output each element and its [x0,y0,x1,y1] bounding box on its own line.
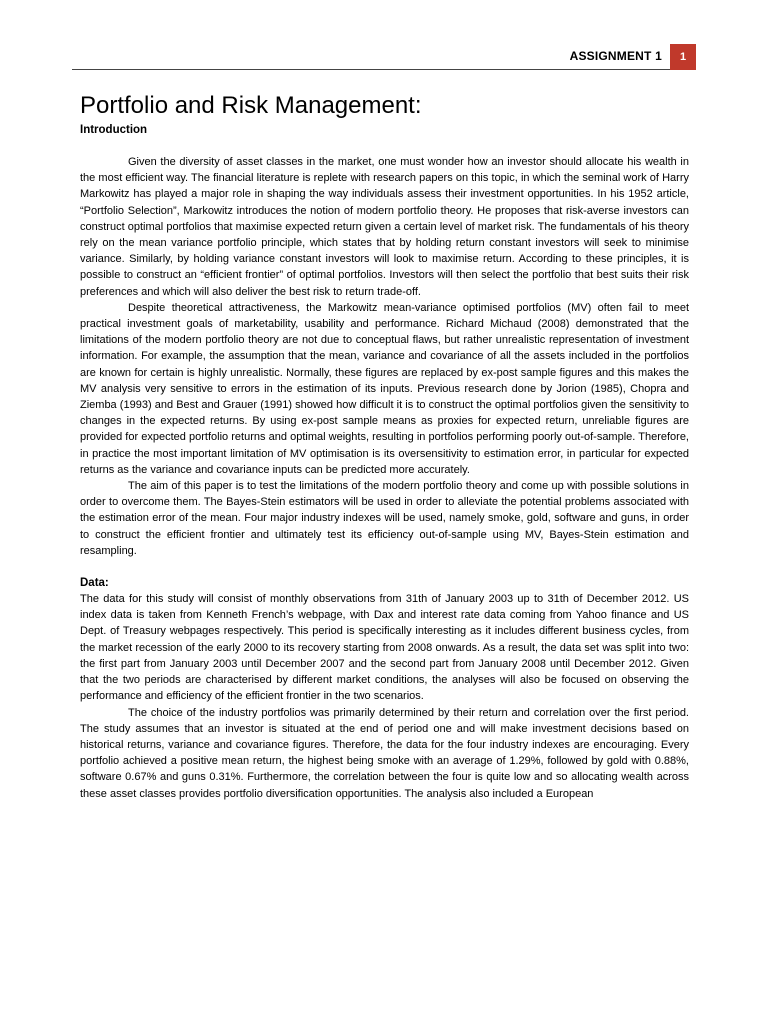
data-heading: Data: [80,577,109,590]
data-paragraph-1: The data for this study will consist of monthly observations from 31th of January 2003 up to 31th of December 2012. US index data is taken from Kenneth French’s webpage, with Dax and interest rate data coming from Yahoo finance and US Dept. of Treasury webpages respectively. This period is specifically interesting as it includes different business cycles, from the market recession of the early 2000 to its recovery starting from 2008 onwards. As a result, the data set was split into two: the first part from January 2003 until December 2007 and the second part from January 2008 until December 2012. Given that the two periods are characterised by different market conditions, the analyses will also be focused on observing the performance and efficiency of the efficient frontier in the two scenarios. [80,593,689,703]
intro-paragraph-3: The aim of this paper is to test the limitations of the modern portfolio theory and come up with possible solutions in order to overcome them. The Bayes-Stein estimators will be used in order to alleviate the potential problems associated with the estimation error of the mean. Four major industry indexes will be used, namely smoke, gold, software and guns, in order to construct the efficient frontier and ultimately test its efficiency out-of-sample using MV, Bayes-Stein estimation and resampling. [80,480,689,557]
document-body [80,90,689,802]
introduction-heading: Introduction [80,124,148,136]
data-paragraph-2: The choice of the industry portfolios was primarily determined by their return and correlation over the first period. The study assumes that an investor is situated at the end of period one and will make investment decisions based on historical returns, variance and covariance figures. Therefore, the data for the four industry indexes are encouraging. Every portfolio achieved a positive mean return, the highest being smoke with an average of 1.29%, followed by gold with 0.88%, software 0.67% and guns 0.31%. Furthermore, the correlation between the four is quite low and so allocating wealth across these asset classes provides portfolio diversification opportunities. The analysis also included a European [80,706,689,800]
intro-paragraph-1: Given the diversity of asset classes in the market, one must wonder how an investor should allocate his wealth in the most efficient way. The financial literature is replete with research papers on this topic, in which the seminal work of Harry Markowitz has played a major role in shaping the way individuals assess their investment opportunities. In his 1952 article, “Portfolio Selection”, Markowitz introduces the notion of modern portfolio theory. He proposes that risk-averse investors can construct optimal portfolios that maximise expected return given a certain level of market risk. The fundamentals of his theory rely on the mean variance portfolio principle, which states that by holding return constant investors will seek to minimise variance. Similarly, by holding variance constant investors will look to maximise return. According to these principles, it is possible to construct an “efficient frontier” of optimal portfolios. Investors will then select the portfolio that best suits their risk preferences and which will also deliver the best risk to return trade-off. [80,156,689,298]
page-number-badge: 1 [670,44,696,70]
page-header [72,44,696,70]
intro-paragraph-2: Despite theoretical attractiveness, the Markowitz mean-variance optimised portfolios (MV) often fail to meet practical investment goals of marketability, usability and performance. Richard Michaud (2008) demonstrated that the limitations of the modern portfolio theory are not due to conceptual flaws, but rather unrealistic representation of investment information. For example, the assumption that the mean, variance and covariance of all the assets included in the portfolios are known for certain is highly unrealistic. Normally, these figures are replaced by ex-post sample figures and this makes the MV analysis very sensitive to errors in the estimation of its inputs. Previous research done by Jorion (1985), Chopra and Ziemba (1993) and Best and Grauer (1991) showed how difficult it is to construct the optimal portfolios given the sensitivity to changes in the expected returns. By using ex-post sample means as proxies for expected return, unreliable figures are provided for expected portfolio returns and optimal weights, resulting in portfolios performing poorly out-of-sample. Therefore, in practice the most important limitation of MV optimisation is its oversensitivity to estimation error, in particular for expected returns as the variance and covariance inputs can be predicted more accurately. [80,301,689,476]
document-title: Portfolio and Risk Management: [80,92,422,119]
header-label: ASSIGNMENT 1 [569,49,662,63]
header-rule [72,69,670,70]
